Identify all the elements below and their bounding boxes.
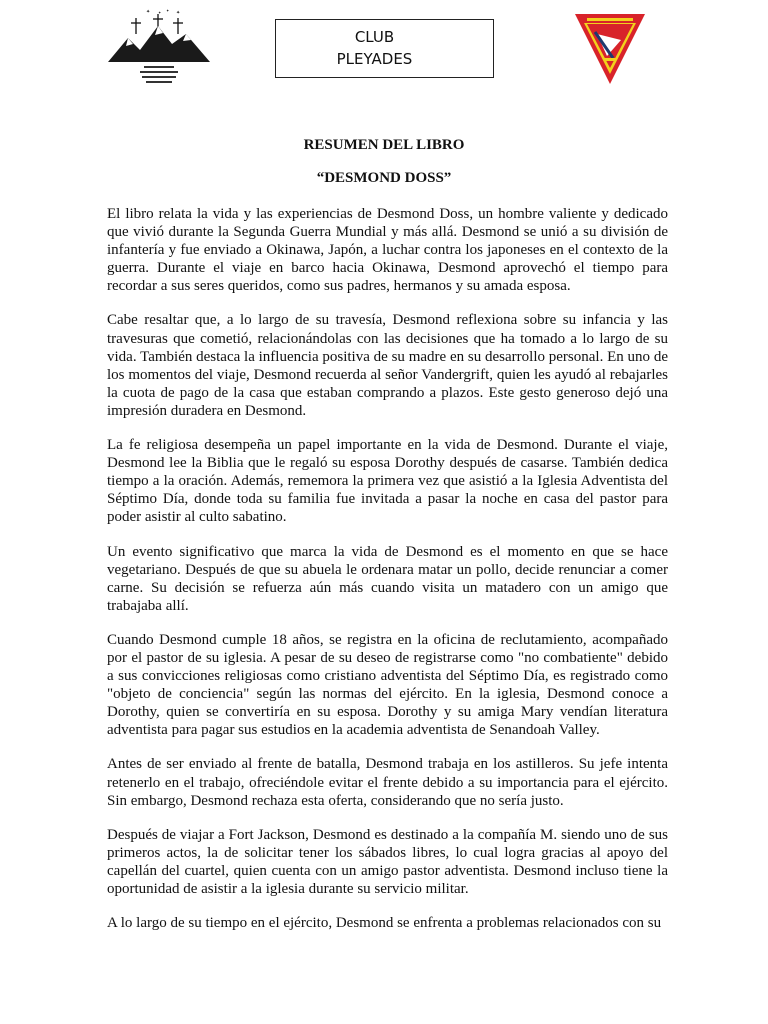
paragraph: La fe religiosa desempeña un papel importante en la vida de Desmond. Durante el viaje, Desmond lee la Biblia que le regaló su esposa Dorothy después de casarse. También dedica tiempo a la oración. Además, rememora la primera vez que asistió a la Iglesia Adventista del Séptimo Día, donde toda su familia fue invitada a pasar la noche en casa del pastor para poder asistir al culto sabatino. (107, 437, 668, 526)
paragraph: Cabe resaltar que, a lo largo de su travesía, Desmond reflexiona sobre su infancia y las travesuras que cometió, relacionándolas con las decisiones que ha tomado a lo largo de su vida. También destaca la influencia positiva de su madre en su desarrollo personal. En uno de los momentos del viaje, Desmond recuerda al señor Vandergrift, quien les ayudó al rebajarles la cuota de pago de la casa que estaban comprando a plazos. Este gesto generoso dejó una impresión duradera en Desmond. (107, 312, 668, 419)
document-title: RESUMEN DEL LIBRO (303, 137, 465, 153)
summary-body (107, 205, 668, 948)
book-title: “DESMOND DOSS” (316, 170, 452, 186)
svg-text:✦: ✦ (146, 9, 151, 15)
club-name: PLEYADES (336, 50, 413, 68)
svg-text:✦: ✦ (176, 10, 181, 16)
conquistadores-shield-icon (573, 12, 647, 86)
paragraph: Cuando Desmond cumple 18 años, se registra en la oficina de reclutamiento, acompañado por el pastor de su iglesia. A pesar de su deseo de registrarse como "no combatiente" debido a sus convicciones religiosas como cristiano adventista del Séptimo Día, es registrado como "objeto de conciencia" según las normas del ejército. En la iglesia, Desmond conoce a Dorothy, quien se convertiría en su esposa. Dorothy y su amiga Mary vendían literatura adventista para pagar sus estudios en la academia adventista de Senandoah Valley. (107, 631, 668, 739)
paragraph: Después de viajar a Fort Jackson, Desmond es destinado a la compañía M. siendo uno de sus primeros actos, la de solicitar tener los sábados libres, lo cual logra gracias al apoyo del capellán del cuartel, quien cuenta con un amigo pastor adventista. Desmond incluso tiene la oportunidad de asistir a la iglesia durante su servicio militar. (107, 826, 668, 897)
paragraph: A lo largo de su tiempo en el ejército, Desmond se enfrenta a problemas relacionados con su (107, 915, 662, 932)
svg-text:✦: ✦ (166, 8, 170, 13)
pleyades-club-emblem-icon (106, 4, 212, 86)
paragraph: El libro relata la vida y las experiencias de Desmond Doss, un hombre valiente y dedicado que vivió durante la Segunda Guerra Mundial y más allá. Desmond se unió a su división de infantería y fue enviado a Okinawa, Japón, a luchar contra los japoneses en el contexto de la guerra. Durante el viaje en barco hacia Okinawa, Desmond aprovechó el tiempo para recordar a sus seres queridos, como sus padres, hermanos y su amada esposa. (107, 206, 668, 295)
club-name-box (275, 19, 494, 78)
svg-text:✦: ✦ (158, 10, 162, 15)
club-label: CLUB (354, 28, 395, 46)
paragraph: Un evento significativo que marca la vida de Desmond es el momento en que se hace vegetariano. Después de que su abuela le ordenara matar un pollo, decide renunciar a comer carne. Su decisión se refuerza aún más cuando visita un matadero con un amigo que trabajaba allí. (107, 543, 668, 614)
paragraph: Antes de ser enviado al frente de batalla, Desmond trabaja en los astilleros. Su jefe intenta retenerlo en el trabajo, ofreciéndole evitar el frente debido a su importancia para el ejército. Sin embargo, Desmond rechaza esta oferta, considerando que no sería justo. (107, 756, 668, 809)
